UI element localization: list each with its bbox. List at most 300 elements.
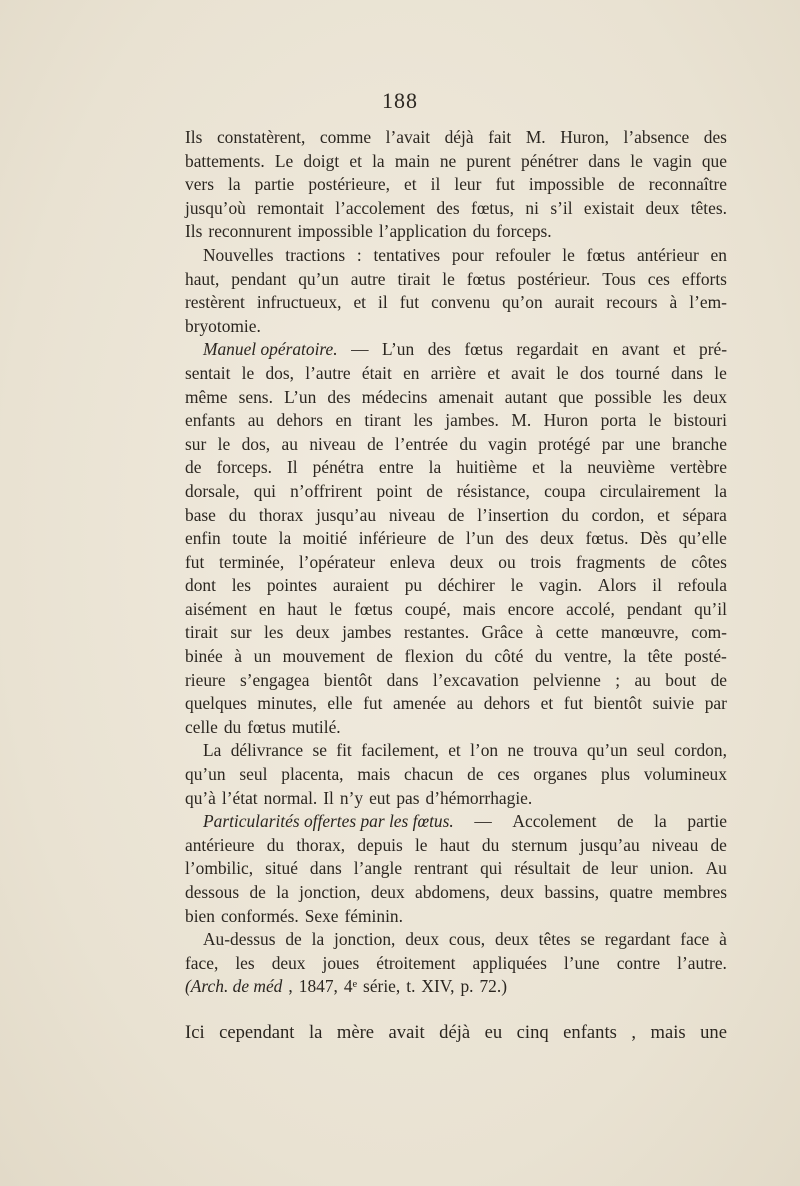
word: l’insertion [477, 504, 549, 525]
word: tirait [185, 622, 218, 643]
word: la [623, 646, 636, 667]
body-text [185, 126, 727, 1045]
word: seul [239, 764, 268, 785]
word: efforts [681, 268, 727, 289]
word: le [241, 362, 255, 383]
word: p. [460, 976, 474, 997]
word: posté- [684, 646, 727, 667]
word: possible [594, 386, 652, 407]
word: de [467, 764, 484, 785]
word: fut [363, 693, 383, 714]
word: reconnurent [208, 221, 292, 242]
word: dans [588, 150, 621, 171]
word: bassins, [544, 882, 600, 902]
word: jonction, [334, 929, 396, 950]
word: se [312, 740, 327, 761]
word: bien [185, 905, 215, 926]
word: et [540, 693, 554, 714]
word: une [635, 433, 661, 454]
word: niveau [388, 504, 436, 525]
word: deux [295, 622, 330, 643]
word: manœuvre, [601, 622, 679, 643]
word: infructueux, [256, 292, 342, 313]
word: jusqu’au [316, 504, 377, 525]
text-line [185, 787, 727, 811]
word: elle [327, 693, 353, 714]
word: cependant [219, 1021, 295, 1043]
word: cordon, [674, 740, 727, 761]
word: dos [580, 362, 605, 383]
word: d’hémorrhagie. [425, 787, 533, 808]
word: tirant [364, 410, 402, 431]
word: ne [507, 740, 524, 761]
text-line [185, 763, 727, 787]
word: fœtus. [585, 528, 629, 549]
word: quatre [609, 882, 653, 902]
word: pour [451, 244, 484, 265]
word: Ils [185, 127, 203, 147]
word: celle [185, 716, 218, 737]
word: organes [533, 764, 588, 785]
word: partie [687, 811, 727, 832]
word: dehors [483, 693, 531, 714]
word: fut [563, 693, 584, 714]
word: leur [610, 858, 638, 879]
word: vagin [488, 433, 527, 454]
word: pénétra [312, 457, 364, 478]
word: jusqu’où [185, 197, 246, 218]
word: à [535, 622, 544, 643]
word: s’engagea [239, 669, 310, 690]
word: pendant [626, 598, 682, 619]
word: jonction, [299, 882, 361, 902]
word: facilement, [361, 740, 439, 761]
word: deux [540, 528, 574, 549]
word: deux [449, 551, 484, 572]
word: avant [621, 339, 660, 360]
text-line [185, 857, 727, 881]
word: du [266, 834, 285, 855]
word: La [203, 740, 222, 761]
word: au [634, 669, 651, 690]
word: de [660, 551, 677, 572]
word: Au-dessus [203, 929, 276, 950]
word: terminée, [218, 551, 285, 572]
word: amenée [393, 693, 447, 714]
word: fut [185, 551, 205, 572]
text-line [185, 952, 727, 976]
word: la [311, 929, 325, 950]
text-line [185, 150, 727, 174]
word: deux [370, 882, 405, 902]
word: les [662, 386, 683, 407]
word: résultait [514, 858, 571, 879]
text-line [185, 621, 727, 645]
closing-line [185, 1021, 727, 1045]
word: du [561, 504, 579, 525]
word: pu [404, 575, 423, 596]
word: toute [232, 528, 268, 549]
section-gap [185, 999, 727, 1021]
word: et [448, 740, 461, 761]
word: des [436, 197, 460, 218]
word: la [559, 457, 573, 478]
word: haut, [185, 268, 220, 289]
word: mère [336, 1021, 375, 1043]
text-line [185, 291, 727, 315]
word: en [710, 244, 727, 265]
word: Sexe [304, 905, 339, 926]
word: partie [254, 174, 295, 195]
word: délivrance [230, 740, 304, 761]
word: l’em- [689, 292, 727, 313]
text-line [185, 905, 727, 929]
word: de [376, 646, 393, 667]
word: Alors [597, 575, 637, 596]
text-line [185, 433, 727, 457]
word: 4ᵉ [343, 976, 358, 997]
word: ni [525, 197, 539, 218]
word: cinq [516, 1021, 549, 1043]
word: dans [386, 669, 419, 690]
text-line [185, 716, 727, 740]
word: pré- [699, 339, 727, 360]
text-line [185, 244, 727, 268]
word: fut [495, 174, 515, 195]
word: flexion [404, 646, 454, 667]
word: du [472, 221, 491, 242]
word: moitié [302, 528, 348, 549]
word: pointes [266, 575, 318, 596]
word: comme [319, 127, 372, 147]
word: fœtus [466, 268, 506, 289]
word: de [437, 528, 455, 549]
word: et [672, 339, 686, 360]
word: aurait [554, 292, 595, 313]
word: qui [480, 858, 503, 879]
word: rieure [185, 669, 226, 690]
word: et [353, 292, 367, 313]
text-line [185, 574, 727, 598]
word: autant [504, 386, 548, 407]
word: sépara [682, 504, 727, 525]
word: mais [357, 764, 391, 785]
word: branche [671, 433, 727, 454]
word: et [349, 150, 362, 171]
word: déjà [439, 1021, 471, 1043]
word: forceps. [496, 221, 552, 242]
word: au [456, 693, 474, 714]
word: Nouvelles [203, 244, 274, 265]
word: aisément [185, 598, 247, 619]
word: L’un [284, 386, 317, 407]
word: dans [309, 858, 342, 879]
word: le [329, 598, 342, 619]
word: côté [494, 646, 524, 667]
word: jambes [342, 622, 392, 643]
word: ; [615, 669, 621, 690]
word: quelques [185, 693, 247, 714]
word: eu [484, 1021, 503, 1043]
word: Grâce [481, 622, 524, 643]
word: enleva [389, 551, 436, 572]
word: l’opérateur [298, 551, 376, 572]
word: dehors [276, 410, 323, 431]
word: vertèbre [669, 457, 727, 478]
text-line [185, 928, 727, 952]
text-line [185, 598, 727, 622]
word: face [680, 929, 710, 950]
word: dos, [265, 362, 294, 383]
word: niveau [309, 433, 356, 454]
word: les [231, 575, 252, 596]
word: n’offrirent [290, 480, 363, 501]
text-line [185, 504, 727, 528]
word: enfin [185, 528, 221, 549]
word: il [652, 575, 662, 596]
word: protégé [538, 433, 591, 454]
word: tête [647, 646, 673, 667]
word: pelvienne [533, 669, 601, 690]
word: trouva [533, 740, 578, 761]
word: en [335, 410, 352, 431]
word: postérieure, [308, 174, 390, 195]
word: Tous [602, 268, 636, 289]
text-line [185, 220, 727, 244]
word: dos, [241, 433, 271, 454]
text-line [185, 669, 727, 693]
word: arrière [430, 362, 477, 383]
word: vers [185, 174, 214, 195]
page-number: 188 [382, 88, 418, 113]
text-line [185, 362, 727, 386]
word: l’excavation [432, 669, 519, 690]
word: une [700, 1021, 727, 1043]
word: féminin. [344, 905, 403, 926]
word: de [447, 504, 465, 525]
word: situé [265, 858, 298, 879]
word: à [719, 929, 727, 950]
text-line [185, 315, 727, 339]
word: médecins [361, 386, 428, 407]
word: , [631, 1021, 636, 1043]
word: était [361, 362, 392, 383]
word: cette [555, 622, 589, 643]
word: existait [583, 197, 635, 218]
word: rentrant [414, 858, 469, 879]
word: mais [462, 598, 496, 619]
word: la [276, 882, 289, 902]
word: en [591, 339, 609, 360]
word: sentait [185, 362, 231, 383]
word: tentatives [373, 244, 441, 265]
paragraph [185, 244, 727, 338]
word: point [376, 480, 413, 501]
word: fœtus [586, 244, 626, 265]
word: trois [530, 551, 562, 572]
word: résistance, [456, 480, 530, 501]
word: impossible [528, 174, 605, 195]
word: deux [271, 952, 306, 973]
word: deux [693, 386, 727, 407]
word: sur [230, 622, 252, 643]
word: de [618, 174, 635, 195]
word: minutes, [257, 693, 317, 714]
word: bientôt [593, 693, 642, 714]
word: l’un [465, 528, 494, 549]
word: la [714, 480, 727, 501]
word: enfants [185, 410, 236, 431]
word: de [426, 480, 443, 501]
word: accolé, [566, 598, 615, 619]
word: de [710, 834, 727, 855]
word: Huron, [560, 127, 609, 147]
word: ventre, [563, 646, 612, 667]
word: Dès [640, 528, 668, 549]
word: côtes [691, 551, 727, 572]
word: que [558, 386, 584, 407]
word: de [582, 858, 599, 879]
word: l’application [378, 221, 467, 242]
word: auraient [332, 575, 389, 596]
word: pénétrer [521, 150, 579, 171]
word: à [234, 646, 243, 667]
italic-lead: Manuel opératoire. [203, 339, 338, 360]
word: restèrent [185, 292, 245, 313]
word: jambes. [445, 410, 499, 431]
word: la [372, 150, 385, 171]
word: qu’à [185, 787, 216, 808]
word: M. [525, 127, 546, 147]
word: bout [665, 669, 697, 690]
word: pendant [231, 268, 287, 289]
word: amenait [438, 386, 494, 407]
word: thorax, [296, 834, 346, 855]
word: haut [439, 834, 470, 855]
word: fut [399, 292, 420, 313]
word: sur [185, 433, 207, 454]
word: avait [511, 362, 545, 383]
word: du [465, 646, 483, 667]
word: seul [636, 740, 665, 761]
word: l’ombilic, [185, 858, 254, 879]
word: purent [466, 150, 511, 171]
word: com- [691, 622, 727, 643]
text-line [185, 456, 727, 480]
text-line [185, 645, 727, 669]
word: Ils [185, 221, 203, 242]
word: refoula [677, 575, 727, 596]
word: doigt [303, 150, 340, 171]
word: antérieure [185, 834, 255, 855]
word: il [378, 292, 388, 313]
word: fœtus [354, 598, 393, 619]
word: cordon, [591, 504, 645, 525]
word: mutilé. [291, 716, 341, 737]
word: face, [185, 952, 219, 973]
word: l’avait [385, 127, 431, 147]
word: qu’on [502, 292, 543, 313]
word: avait [388, 1021, 425, 1043]
word: un [253, 646, 272, 667]
text-line [185, 692, 727, 716]
text-line [185, 881, 727, 905]
word: fœtus, [471, 197, 515, 218]
word: l’autre. [677, 952, 727, 973]
word: du [223, 716, 242, 737]
word: dans [671, 362, 704, 383]
word: contre [616, 952, 661, 973]
word: deux [495, 929, 529, 950]
word: par [601, 433, 624, 454]
word: même [185, 386, 228, 407]
word: qu’elle [678, 528, 727, 549]
word: ces [497, 764, 520, 785]
paragraph [185, 739, 727, 810]
word: Il [287, 457, 298, 478]
word: placenta, [281, 764, 344, 785]
word: depuis [357, 834, 403, 855]
word: des [703, 127, 727, 147]
word: Il [323, 787, 334, 808]
word: que [701, 150, 727, 171]
word: qu’un [185, 764, 226, 785]
word: de [185, 457, 202, 478]
word: 1847, [298, 976, 338, 997]
word: chacun [404, 764, 454, 785]
word: 72.) [479, 976, 508, 997]
text-line [185, 386, 727, 410]
word: déjà [444, 127, 474, 147]
word: l’accolement [335, 197, 426, 218]
word: membres [663, 882, 727, 902]
text-line [185, 975, 727, 999]
word: déchirer [437, 575, 495, 596]
word: de [367, 433, 384, 454]
word: huitième [456, 457, 518, 478]
word: impossible [297, 221, 373, 242]
word: binée [185, 646, 223, 667]
word: thorax [258, 504, 304, 525]
word: — [474, 811, 492, 832]
word: ne [439, 150, 457, 171]
word: n’y [339, 787, 364, 808]
word: : [356, 244, 362, 265]
word: au [247, 410, 265, 431]
word: de [617, 811, 634, 832]
word: deux [645, 197, 680, 218]
word: le [414, 834, 428, 855]
word: du [228, 504, 247, 525]
word: l’on [470, 740, 499, 761]
word: forceps. [216, 457, 272, 478]
word: sternum [511, 834, 568, 855]
word: dont [185, 575, 216, 596]
word: l’angle [353, 858, 403, 879]
word: fœtus [247, 716, 286, 737]
word: autre [350, 268, 386, 289]
italic-lead: Particularités offertes par les fœtus. [203, 811, 454, 832]
word: des [427, 339, 451, 360]
text-line [185, 480, 727, 504]
word: eut [369, 787, 391, 808]
word: tirait [397, 268, 431, 289]
word: en [258, 598, 276, 619]
word: constatèrent, [216, 127, 306, 147]
word: fait [488, 127, 512, 147]
word: bryotomie. [185, 315, 261, 336]
word: cous, [448, 929, 486, 950]
